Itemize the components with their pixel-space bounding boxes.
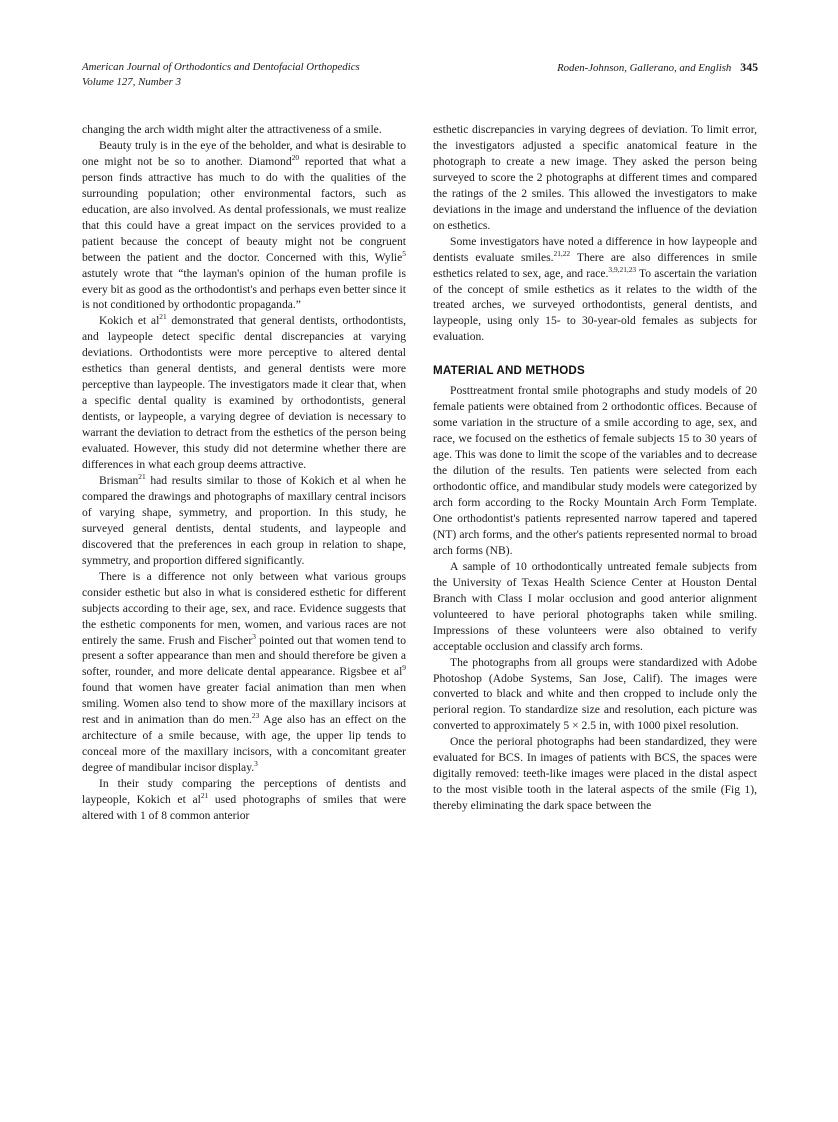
paragraph-text: Beauty truly is in the eye of the beholder, and what is desirable to one might not be so to another. Diamond: [82, 138, 406, 168]
body-columns: [82, 122, 758, 824]
authors-and-page: [557, 60, 758, 76]
paragraph-text: A sample of 10 orthodontically untreated female subjects from the University of Texas Health Science Center at Houston Dental Branch with Class I molar occlusion and good anterior alignment volunteered to have perioral photographs taken while smiling. Impressions of these volunteers were also obtained to verify acceptable occlusion and classify arch forms.: [433, 559, 757, 653]
paragraph-text: In their study comparing the perceptions of dentists and laypeople, Kokich et al: [82, 777, 406, 807]
journal-identification: [82, 60, 360, 89]
paragraph-text: found that women have greater facial animation than men when smiling. Women also tend to show more of the maxillary incisors at rest and in animation than do men.: [82, 681, 406, 727]
paragraph-text: Some investigators have noted a difference in how laypeople and dentists evaluate smiles.: [433, 234, 757, 264]
left-column: [82, 122, 406, 824]
paragraph-text: pointed out that women tend to present a softer appearance than men and should therefore be given a softer, rounder, and more delicate dental appearance. Rigsbee et al: [82, 633, 406, 679]
paragraph: [433, 655, 757, 735]
citation-superscript: 5: [402, 248, 406, 258]
paragraph-text: The photographs from all groups were standardized with Adobe Photoshop (Adobe Systems, San Jose, Calif). The images were converted to black and white and then cropped to include only the perioral region. To standardize size and resolution, each picture was converted to approximately 5 × 2.5 in, with 1000 pixel resolution.: [433, 655, 757, 733]
paragraph: [82, 122, 406, 138]
citation-superscript: 20: [291, 153, 300, 163]
paragraph: [433, 122, 757, 234]
paragraph-text: Brisman: [99, 473, 139, 487]
paragraph-text: Once the perioral photographs had been standardized, they were evaluated for BCS. In images of patients with BCS, the spaces were digitally removed: teeth-like images were placed in the distal aspect to the most visible tooth in the lateral aspects of the smile (Fig 1), thereby eliminating the dark space between the: [433, 735, 757, 813]
paragraph-text: reported that what a person finds attractive has much to do with the qualities of the surrounding population; other environmental factors, such as education, are also involved. As dental professionals, we must realize that this could have a great impact on the services provided to a patient because the concept of beauty might not be congruent between the patient and the doctor. Concerned with this, Wylie: [82, 154, 406, 264]
right-column: [433, 122, 757, 824]
volume-label: Volume: [82, 75, 114, 88]
citation-superscript: 3: [254, 759, 258, 769]
paragraph-text: There is a difference not only between what various groups consider esthetic but also in what is considered esthetic for different subjects according to their age, sex, and race. Evidence suggests that the esthetic components for men, women, and various races are not entirely the same. Frush and Fischer: [82, 569, 406, 647]
citation-superscript: 23: [251, 711, 260, 721]
paragraph: [82, 473, 406, 569]
page-number: 345: [740, 60, 758, 74]
paragraph: [433, 734, 757, 814]
author-names: Roden-Johnson, Gallerano, and English: [557, 62, 732, 74]
paragraph: [433, 234, 757, 346]
volume-issue-value: 127, Number 3: [116, 75, 181, 88]
paragraph: [82, 569, 406, 776]
paragraph-text: changing the arch width might alter the attractiveness of a smile.: [82, 123, 382, 136]
paragraph-text: There are also differences in smile esthetics related to sex, age, and race.: [433, 250, 757, 280]
citation-superscript: 3,9,21,23: [608, 264, 637, 274]
running-head: [82, 60, 758, 89]
section-heading-material-and-methods: MATERIAL AND METHODS: [433, 364, 585, 378]
paragraph-text: had results similar to those of Kokich et al when he compared the drawings and photographs of maxillary central incisors of varying shape, symmetry, and proportion. In this study, he surveyed general dentists, dental students, and laypeople and discovered that the preferences in each group in relation to shape, symmetry, and proportion differed significantly.: [82, 473, 406, 567]
citation-superscript: 21: [200, 791, 209, 801]
citation-superscript: 21: [159, 312, 167, 322]
paragraph-text: Age also has an effect on the architecture of a smile because, with age, the upper lip tends to conceal more of the maxillary incisors, with a concomitant greater degree of mandibular incisor display.: [82, 713, 406, 775]
citation-superscript: 21: [138, 472, 146, 482]
citation-superscript: 3: [252, 631, 256, 641]
paragraph-text: used photographs of smiles that were altered with 1 of 8 common anterior: [82, 793, 406, 822]
paragraph: [433, 383, 757, 558]
paragraph-text: demonstrated that general dentists, orthodontists, and laypeople detect specific dental discrepancies at varying deviations. Orthodontists were more perceptive to altered dental esthetics than general dentists, and general dentists were more perceptive than laypeople. The investigators made it clear that, when a specific dental quality is examined by orthodontists, general dentists, or laypeople, a varying degree of deviation is necessary to warrant the deviation to detract from the esthetics of the person being evaluated. However, this study did not determine whether there are differences in what each group deems attractive.: [82, 314, 406, 472]
paragraph: [82, 313, 406, 473]
paragraph: [82, 776, 406, 824]
citation-superscript: 21,22: [553, 248, 571, 258]
paragraph-text: esthetic discrepancies in varying degrees of deviation. To limit error, the investigators adjusted a specific anatomical feature in the photograph to create a new image. They asked the person being surveyed to score the 2 photographs at different times and compared the ratings of the 2 smiles. This allowed the investigators to make deviations in the image and understand the influence of the deviation on esthetics.: [433, 123, 757, 232]
paragraph: [433, 559, 757, 655]
paragraph-text: Kokich et al: [99, 314, 160, 328]
paragraph-text: Posttreatment frontal smile photographs and study models of 20 female patients were obtained from 2 orthodontic offices. Because of some variation in the structure of a smile according to age, sex, and race, we focused on the esthetics of female subjects 15 to 30 years of age. This was done to limit the scope of the variables and to decrease the dilution of the results. Ten patients were selected from each orthodontic office, and mandibular study models were categorized by arch form according to the Rocky Mountain Arch Form Template. One orthodontist's patients represented narrow tapered and tapered (NT) arch forms, and the other's patients represented normal to broad arch forms (NB).: [433, 384, 757, 557]
paragraph-text: astutely wrote that “the layman's opinion of the human profile is every bit as good as the orthodontist's and perhaps even better since it is not conditioned by orthodontic propaganda.”: [82, 266, 406, 312]
journal-title: American Journal of Orthodontics and Dentofacial Orthopedics: [82, 61, 360, 73]
citation-superscript: 9: [402, 663, 406, 673]
paragraph: [82, 138, 406, 313]
volume-issue-line: [82, 75, 360, 90]
paragraph-text: To ascertain the variation of the concept of smile esthetics as it relates to the width of the treated arches, we surveyed orthodontists, general dentists, and laypeople, using only 15- to 30-year-old females as subjects for evaluation.: [433, 266, 757, 344]
